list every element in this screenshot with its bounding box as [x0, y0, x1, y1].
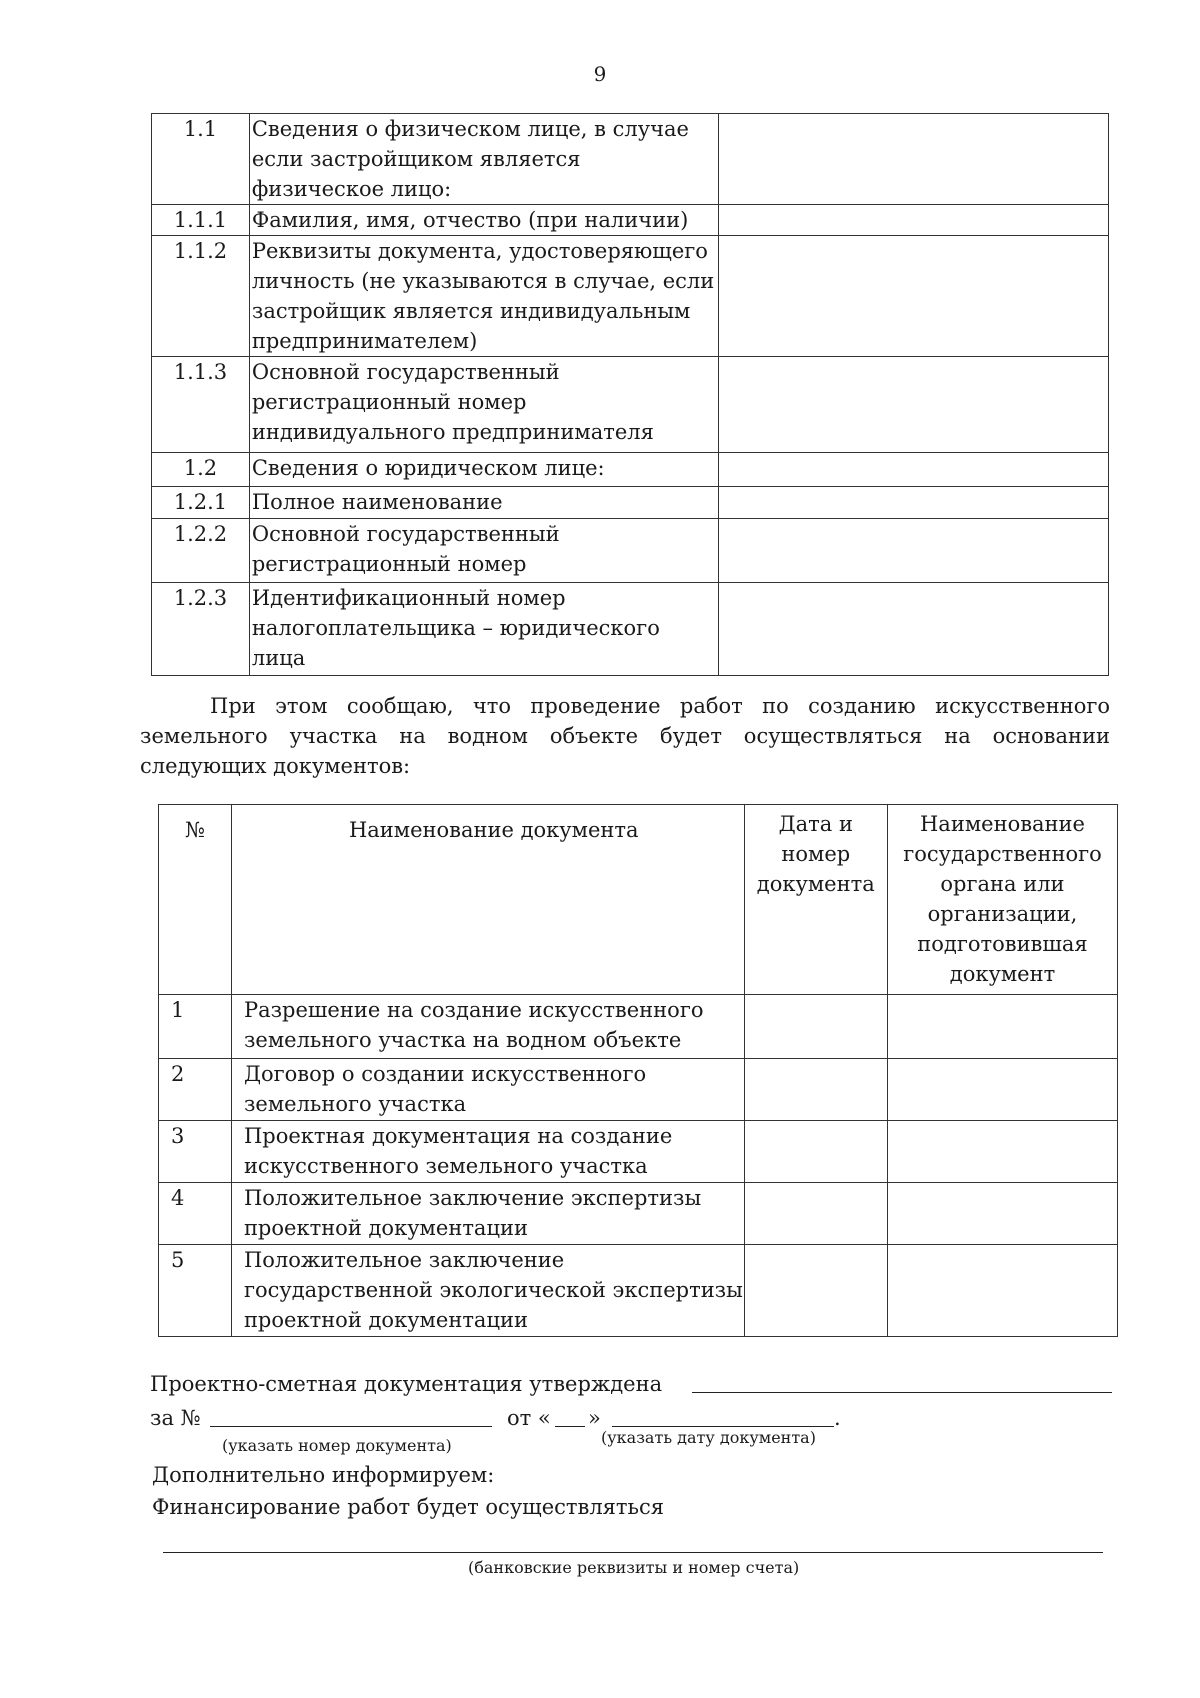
approved-blank[interactable] — [692, 1392, 1112, 1393]
approved-label: Проектно-сметная документация утверждена — [150, 1372, 663, 1396]
value-cell[interactable] — [719, 114, 1109, 205]
date-number-cell[interactable] — [744, 1059, 887, 1121]
row-number: 1.1.1 — [152, 205, 250, 236]
header-organization: Наименование государственного органа или организации, подготовившая документ — [887, 805, 1117, 995]
hint-document-date: (указать дату документа) — [601, 1428, 816, 1447]
row-label: Полное наименование — [249, 487, 718, 519]
value-cell[interactable] — [719, 453, 1109, 487]
from-close: » — [588, 1406, 601, 1430]
table-row — [152, 205, 1109, 236]
row-number: 2 — [159, 1059, 232, 1121]
row-number: 5 — [159, 1245, 232, 1337]
row-label: Идентификационный номер налогоплательщика – юридического лица — [249, 583, 718, 676]
row-number: 1.2.1 — [152, 487, 250, 519]
document-name: Положительное заключение экспертизы проектной документации — [231, 1183, 744, 1245]
date-blank[interactable] — [612, 1426, 834, 1427]
organization-cell[interactable] — [887, 1121, 1117, 1183]
header-document-name: Наименование документа — [231, 805, 744, 995]
date-number-cell[interactable] — [744, 995, 887, 1059]
value-cell[interactable] — [719, 583, 1109, 676]
number-prefix: за № — [150, 1406, 201, 1430]
table-row — [159, 995, 1118, 1059]
row-number: 1.2.3 — [152, 583, 250, 676]
hint-document-number: (указать номер документа) — [222, 1436, 452, 1455]
organization-cell[interactable] — [887, 1059, 1117, 1121]
document-name: Договор о создании искусственного земельного участка — [231, 1059, 744, 1121]
table-row — [152, 236, 1109, 357]
document-name: Разрешение на создание искусственного земельного участка на водном объекте — [231, 995, 744, 1059]
table-row — [159, 1059, 1118, 1121]
value-cell[interactable] — [719, 205, 1109, 236]
table-row — [152, 487, 1109, 519]
intro-paragraph-text: При этом сообщаю, что проведение работ по созданию искусственного земельного участка на водном объекте будет осуществляться на основании следующих документов: — [140, 694, 1110, 778]
row-number: 1.1.3 — [152, 357, 250, 453]
applicant-info-table — [151, 113, 1109, 676]
table-header-row — [159, 805, 1118, 995]
organization-cell[interactable] — [887, 1183, 1117, 1245]
document-name: Проектная документация на создание искусственного земельного участка — [231, 1121, 744, 1183]
row-label: Реквизиты документа, удостоверяющего личность (не указываются в случае, если застройщик является индивидуальным предпринимателем) — [249, 236, 718, 357]
hint-bank-details: (банковские реквизиты и номер счета) — [468, 1558, 800, 1577]
table-row — [152, 114, 1109, 205]
table-row — [159, 1183, 1118, 1245]
date-number-cell[interactable] — [744, 1121, 887, 1183]
row-label: Основной государственный регистрационный номер индивидуального предпринимателя — [249, 357, 718, 453]
row-number: 1 — [159, 995, 232, 1059]
row-number: 3 — [159, 1121, 232, 1183]
value-cell[interactable] — [719, 236, 1109, 357]
table-row — [159, 1245, 1118, 1337]
from-open: от « — [507, 1406, 551, 1430]
table-row — [152, 519, 1109, 583]
row-number: 1.1.2 — [152, 236, 250, 357]
row-number: 4 — [159, 1183, 232, 1245]
organization-cell[interactable] — [887, 1245, 1117, 1337]
organization-cell[interactable] — [887, 995, 1117, 1059]
header-date-number: Дата и номер документа — [744, 805, 887, 995]
document-name: Положительное заключение государственной экологической экспертизы проектной документации — [231, 1245, 744, 1337]
date-number-cell[interactable] — [744, 1245, 887, 1337]
table-row — [152, 583, 1109, 676]
row-label: Фамилия, имя, отчество (при наличии) — [249, 205, 718, 236]
period: . — [834, 1406, 841, 1430]
value-cell[interactable] — [719, 357, 1109, 453]
row-label: Сведения о юридическом лице: — [249, 453, 718, 487]
row-number: 1.1 — [152, 114, 250, 205]
intro-paragraph — [140, 691, 1110, 781]
table-row — [152, 357, 1109, 453]
document-number-blank[interactable] — [210, 1426, 492, 1427]
additional-info-label: Дополнительно информируем: — [152, 1463, 495, 1487]
date-number-cell[interactable] — [744, 1183, 887, 1245]
header-number: № — [159, 805, 232, 995]
row-number: 1.2.2 — [152, 519, 250, 583]
table-row — [152, 453, 1109, 487]
bank-details-blank[interactable] — [163, 1552, 1103, 1553]
documents-table — [158, 804, 1118, 1337]
value-cell[interactable] — [719, 519, 1109, 583]
row-label: Сведения о физическом лице, в случае если застройщиком является физическое лицо: — [249, 114, 718, 205]
row-number: 1.2 — [152, 453, 250, 487]
value-cell[interactable] — [719, 487, 1109, 519]
financing-label: Финансирование работ будет осуществляться — [152, 1495, 664, 1519]
day-blank[interactable] — [555, 1426, 585, 1427]
page-number: 9 — [593, 62, 607, 86]
table-row — [159, 1121, 1118, 1183]
row-label: Основной государственный регистрационный номер — [249, 519, 718, 583]
